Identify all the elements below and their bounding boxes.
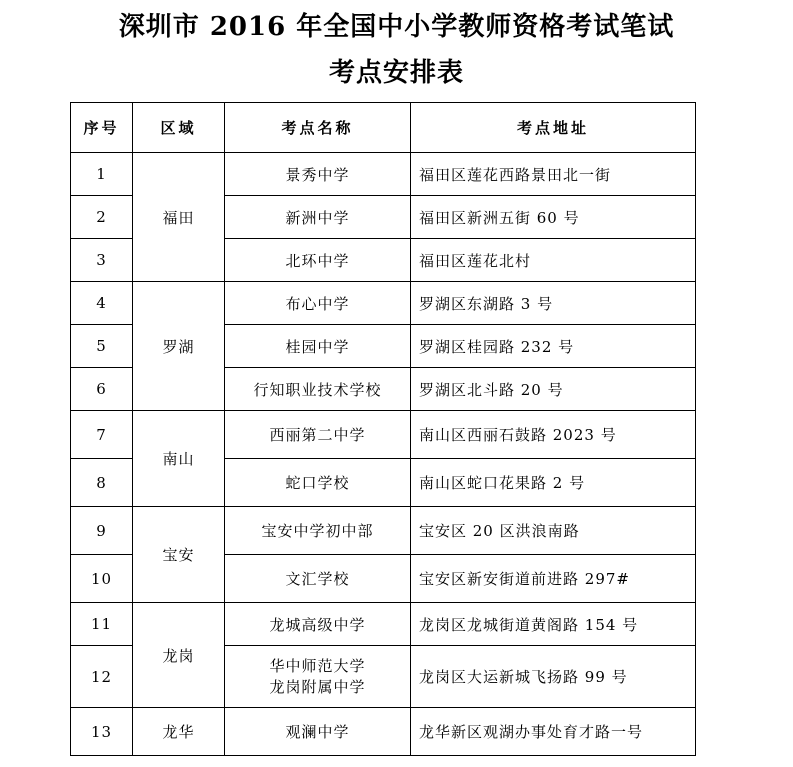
district-cell-nanshan: 南山 [133,411,225,507]
site-name-cell: 行知职业技术学校 [225,368,411,411]
seq-cell: 1 [71,153,133,196]
site-address-cell: 罗湖区东湖路 3 号 [411,282,696,325]
site-name-cell: 蛇口学校 [225,459,411,507]
site-name-cell: 宝安中学初中部 [225,507,411,555]
site-name-cell [225,646,411,708]
table-row [71,507,696,555]
site-address-cell: 福田区莲花北村 [411,239,696,282]
site-name-line-2: 龙岗附属中学 [269,677,366,696]
table-row [71,708,696,756]
district-cell-futian: 福田 [133,153,225,282]
site-name-cell: 布心中学 [225,282,411,325]
header-seq: 序号 [71,103,133,153]
document-title: 深圳市 2016 年全国中小学教师资格考试笔试 [118,12,675,42]
seq-cell: 7 [71,411,133,459]
table-row [71,603,696,646]
seq-cell: 9 [71,507,133,555]
seq-cell: 4 [71,282,133,325]
site-name-cell: 观澜中学 [225,708,411,756]
seq-cell: 5 [71,325,133,368]
seq-cell: 12 [71,646,133,708]
header-site-address: 考点地址 [411,103,696,153]
site-address-cell: 宝安区 20 区洪浪南路 [411,507,696,555]
site-name-cell: 西丽第二中学 [225,411,411,459]
seq-cell: 11 [71,603,133,646]
seq-cell: 3 [71,239,133,282]
site-address-cell: 福田区莲花西路景田北一街 [411,153,696,196]
seq-cell: 8 [71,459,133,507]
table-row [71,282,696,325]
table-row [71,153,696,196]
site-address-cell: 南山区西丽石鼓路 2023 号 [411,411,696,459]
document-subtitle: 考点安排表 [328,58,464,88]
district-cell-baoan: 宝安 [133,507,225,603]
header-district: 区域 [133,103,225,153]
site-address-cell: 宝安区新安街道前进路 297# [411,555,696,603]
site-name-cell: 景秀中学 [225,153,411,196]
exam-site-table [70,102,696,756]
site-address-cell: 福田区新洲五街 60 号 [411,196,696,239]
district-cell-luohu: 罗湖 [133,282,225,411]
seq-cell: 6 [71,368,133,411]
header-site-name: 考点名称 [225,103,411,153]
site-address-cell: 龙华新区观湖办事处育才路一号 [411,708,696,756]
seq-cell: 10 [71,555,133,603]
seq-cell: 2 [71,196,133,239]
table-row [71,411,696,459]
site-name-cell: 桂园中学 [225,325,411,368]
seq-cell: 13 [71,708,133,756]
site-address-cell: 龙岗区大运新城飞扬路 99 号 [411,646,696,708]
site-address-cell: 南山区蛇口花果路 2 号 [411,459,696,507]
district-cell-longgang: 龙岗 [133,603,225,708]
district-cell-longhua: 龙华 [133,708,225,756]
site-address-cell: 罗湖区桂园路 232 号 [411,325,696,368]
site-name-cell: 文汇学校 [225,555,411,603]
site-name-line-1: 华中师范大学 [269,656,366,675]
table-header-row [71,103,696,153]
site-address-cell: 龙岗区龙城街道黄阁路 154 号 [411,603,696,646]
site-address-cell: 罗湖区北斗路 20 号 [411,368,696,411]
site-name-cell: 新洲中学 [225,196,411,239]
site-name-cell: 龙城高级中学 [225,603,411,646]
site-name-cell: 北环中学 [225,239,411,282]
